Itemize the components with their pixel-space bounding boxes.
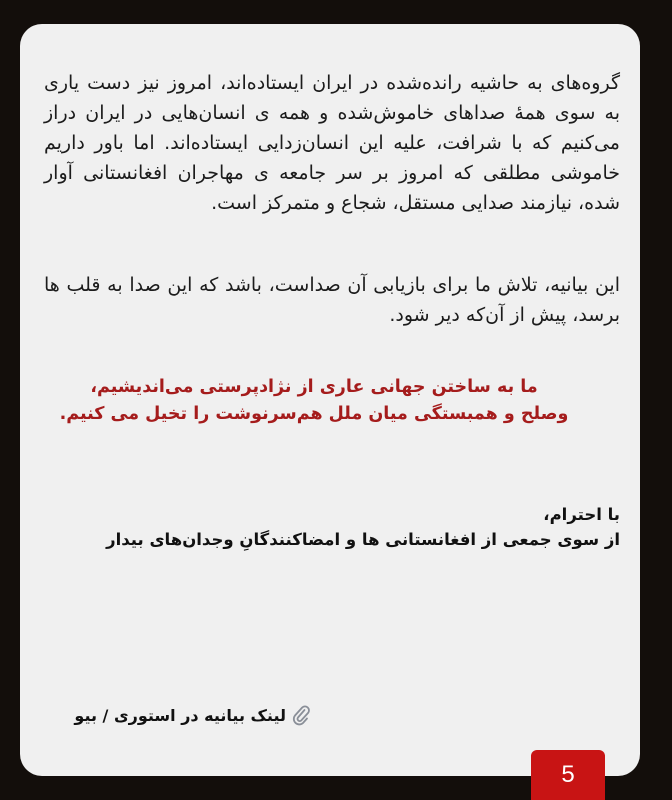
statement-card — [20, 24, 640, 776]
statement-paragraph-1: گروه‌های به حاشیه رانده‌شده در ایران ایستاده‌اند، امروز نیز دست یاری به سوی همهٔ صداهای خاموش‌شده و همه ی انسان‌هایی در ایران دراز می‌کنیم که با شرافت، علیه این انسان‌زدایی ایستاده‌اند. اما باور داریم خاموشی مطلقی که امروز بر سر جامعه ی مهاجران افغانستانی آوار شده، نیازمند صدایی مستقل، شجاع و متمرکز است. — [44, 72, 620, 214]
quote-line-2: وصلح و همبستگی میان ملل هم‌سرنوشت را تخیل می کنیم. — [59, 404, 569, 424]
signature-signatories: از سوی جمعی از افغانستانی ها و امضاکنندگانِ وجدان‌های بیدار — [106, 530, 620, 549]
statement-link[interactable] — [74, 704, 310, 726]
quote-line-1: ما به ساختن جهانی عاری از نژادپرستی می‌اندیشیم، — [90, 377, 538, 397]
signature-block — [44, 502, 620, 552]
paperclip-icon — [292, 704, 310, 726]
statement-link-label[interactable]: لینک بیانیه در استوری / بیو — [74, 705, 286, 725]
statement-paragraph-2: این بیانیه، تلاش ما برای بازیابی آن صداست، باشد که این صدا به قلب ها برسد، پیش از آن‌که دیر شود. — [44, 274, 620, 326]
signature-closing: با احترام، — [543, 505, 620, 524]
highlight-quote — [44, 374, 584, 428]
page-number-badge: 5 — [531, 750, 605, 800]
